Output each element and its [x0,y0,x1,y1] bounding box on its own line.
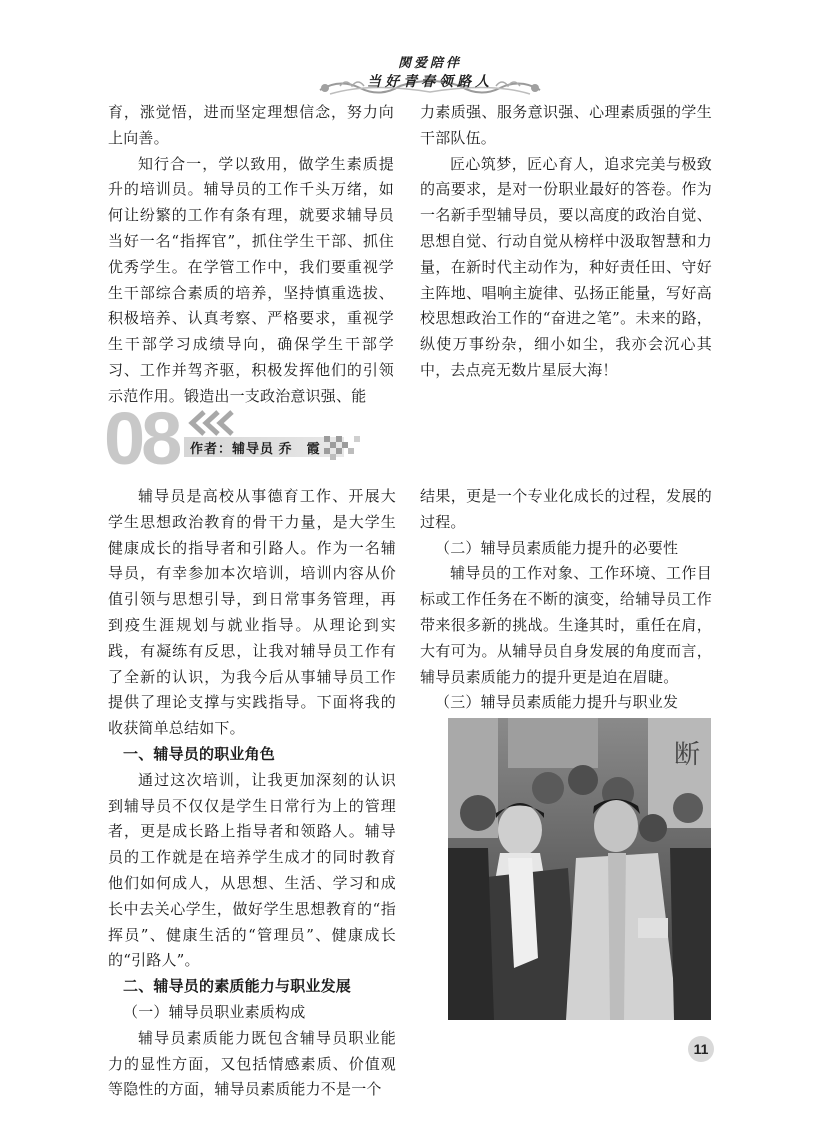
paragraph: 辅导员是高校从事德育工作、开展大学生思想政治教育的骨干力量，是大学生健康成长的指导者和引路人。作为一名辅导员，有幸参加本次培训，培训内容从价值引领与思想引导，到日常事务管理，再到疫生涯规划与就业指导。从理论到实践，有凝练有反思，让我对辅导员工作有了全新的认识，为我今后从事辅导员工作提供了理论支撑与实践指导。下面将我的收获简单总结如下。 [108,487,396,738]
painting-banner-text: 断 [674,740,701,770]
author-byline: 作者：辅导员 乔 霞 [190,441,321,456]
painting-crowd-icon [448,718,711,1020]
bottom-right-column [420,484,712,716]
subsection-heading: （二）辅导员素质能力提升的必要性 [435,538,679,557]
checker-pattern-icon [324,436,364,460]
page-header [310,38,550,98]
header-title-line2: 当好青春领路人 [367,75,493,90]
paragraph: 知行合一，学以致用，做学生素质提升的培训员。辅导员的工作千头万绪，如何让纷繁的工作有条有理，就要求辅导员当好一名“指挥官”，抓住学生干部、抓住优秀学生。在学管工作中，我们要重视学生干部综合素质的培养，坚持慎重选拔、积极培养、认真考察、严格要求，重视学生干部学习成绩导向，确保学生干部学习、工作并驾齐驱，积极发挥他们的引领示范作用。锻造出一支政治意识强、能 [108,154,394,405]
painting-image [448,718,711,1020]
paragraph: 匠心筑梦，匠心育人，追求完美与极致的高要求，是对一份职业最好的答卷。作为一名新手型辅导员，要以高度的政治自觉、思想自觉、行动自觉从榜样中汲取智慧和力量，在新时代主动作为，种好责任田、守好主阵地、唱响主旋律、弘扬正能量，写好高校思想政治工作的“奋进之笔”。未来的路，纵使万事纷杂，细小如尘，我亦会沉心其中，去点亮无数片星辰大海！ [420,154,712,379]
chevrons-icon [186,410,246,436]
subsection-heading: （三）辅导员素质能力提升与职业发 [435,693,679,712]
top-right-column [420,100,712,384]
subsection-heading: （一）辅导员职业素质构成 [123,1002,306,1021]
paragraph: 结果，更是一个专业化成长的过程，发展的过程。 [420,487,712,531]
paragraph: 通过这次培训，让我更加深刻的认识到辅导员不仅仅是学生日常行为上的管理者，更是成长路上指导者和领路人。辅导员的工作就是在培养学生成才的同时教育他们如何成人，从思想、生活、学习和成长中去关心学生，做好学生思想教育的“指挥员”、健康生活的“管理员”、健康成长的“引路人”。 [108,770,396,970]
section-heading: 一、辅导员的职业角色 [123,745,276,763]
bottom-left-column [108,484,396,1103]
top-left-column [108,100,394,410]
section-heading: 二、辅导员的素质能力与职业发展 [123,978,352,996]
section-banner [104,397,374,480]
paragraph: 辅导员素质能力既包含辅导员职业能力的显性方面，又包括情感素质、价值观等隐性的方面，辅导员素质能力不是一个 [108,1028,396,1099]
header-title-line1: 関爱陪伴 [397,55,462,70]
paragraph: 力素质强、服务意识强、心理素质强的学生干部队伍。 [420,103,712,147]
paragraph: 育，涨觉悟，进而坚定理想信念，努力向上向善。 [108,103,394,147]
paragraph: 辅导员的工作对象、工作环境、工作目标或工作任务在不断的演变，给辅导员工作带来很多新的挑战。生逢其时，重任在肩，大有可为。从辅导员自身发展的角度而言，辅导员素质能力的提升更是迫在眉睫。 [420,564,712,686]
section-number: 08 [104,397,179,480]
page-number: 11 [688,1036,714,1062]
